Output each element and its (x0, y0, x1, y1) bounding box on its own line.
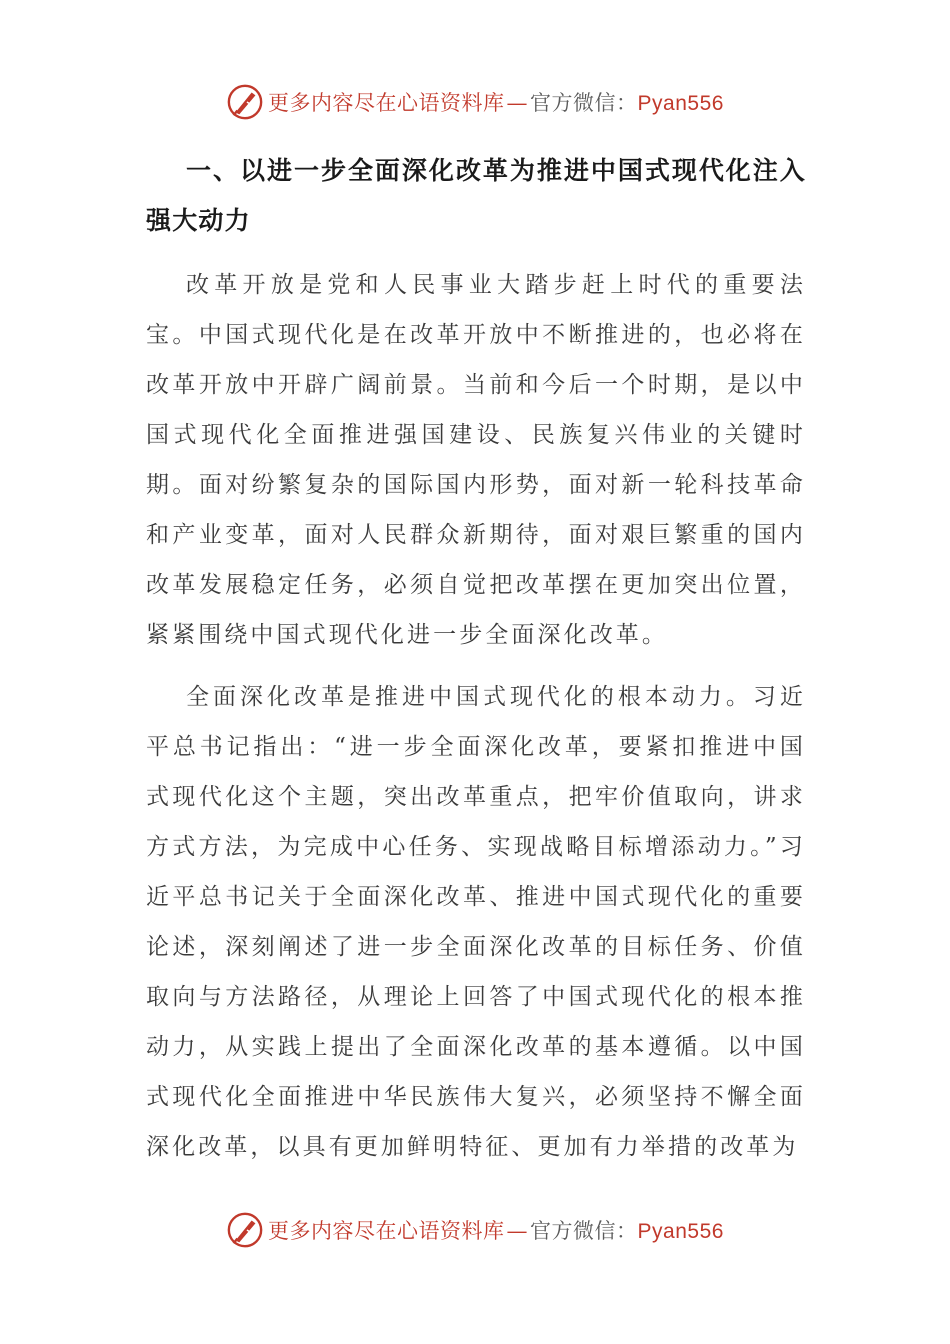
paragraph-2: 全面深化改革是推进中国式现代化的根本动力。习近平总书记指出：“进一步全面深化改革，要紧扣推进中国式现代化这个主题，突出改革重点，把牢价值取向，讲求方式方法，为完成中心任务、实现战略目标增添动力。”习近平总书记关于全面深化改革、推进中国式现代化的重要论述，深刻阐述了进一步全面深化改革的目标任务、价值取向与方法路径，从理论上回答了中国式现代化的根本推动力，从实践上提出了全面深化改革的基本遵循。以中国式现代化全面推进中华民族伟大复兴，必须坚持不懈全面深化改革，以具有更加鲜明特征、更加有力举措的改革为 (146, 684, 806, 1160)
footer-watermark (0, 1208, 950, 1252)
watermark-brand: 更多内容尽在心语资料库 (268, 91, 505, 115)
watermark-dash: — (506, 91, 529, 115)
watermark-label: 官方微信： (530, 91, 638, 115)
quill-logo-icon (226, 83, 264, 121)
document-body (146, 146, 806, 1172)
watermark-dash: — (506, 1219, 529, 1243)
header-watermark (0, 80, 950, 124)
watermark-brand: 更多内容尽在心语资料库 (268, 1219, 505, 1243)
watermark-label: 官方微信： (530, 1219, 638, 1243)
quill-logo-icon (226, 1211, 264, 1249)
watermark-wechat-id: Pyan556 (637, 1220, 724, 1243)
section-heading: 一、以进一步全面深化改革为推进中国式现代化注入强大动力 (146, 156, 806, 235)
paragraph-1: 改革开放是党和人民事业大踏步赶上时代的重要法宝。中国式现代化是在改革开放中不断推进的，也必将在改革开放中开辟广阔前景。当前和今后一个时期，是以中国式现代化全面推进强国建设、民族复兴伟业的关键时期。面对纷繁复杂的国际国内形势，面对新一轮科技革命和产业变革，面对人民群众新期待，面对艰巨繁重的国内改革发展稳定任务，必须自觉把改革摆在更加突出位置，紧紧围绕中国式现代化进一步全面深化改革。 (146, 272, 806, 648)
watermark-wechat-id: Pyan556 (637, 92, 724, 115)
